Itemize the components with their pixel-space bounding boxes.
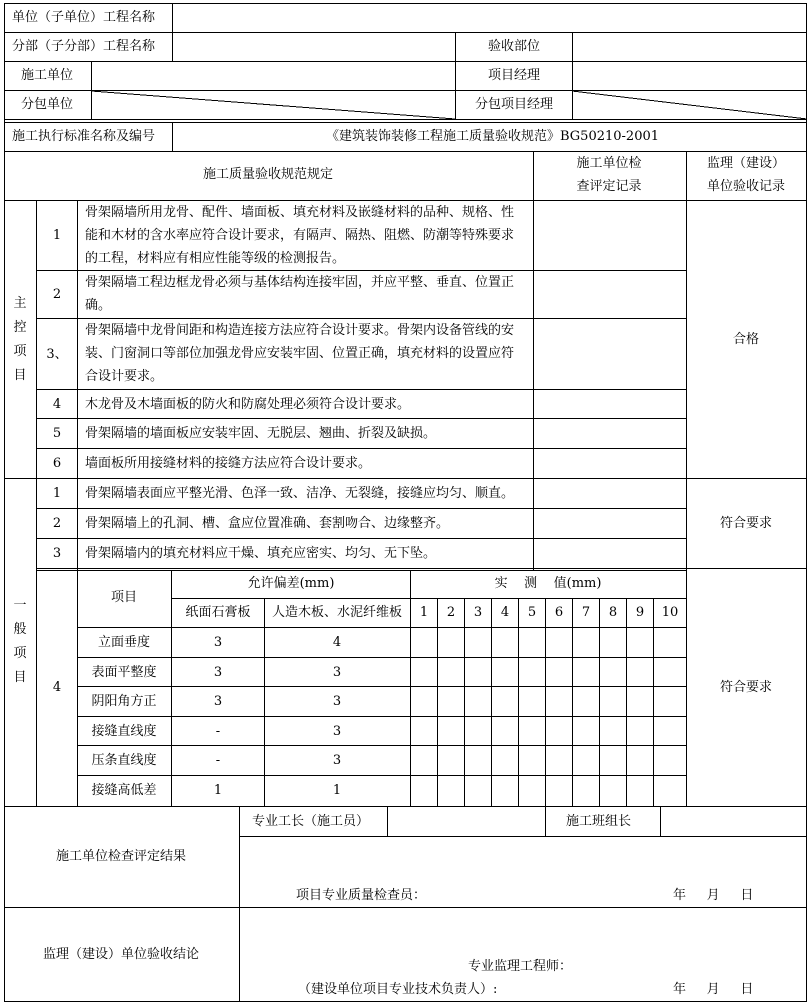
measure-col: 10 — [661, 605, 679, 620]
general-label-2: 般 — [13, 622, 27, 637]
main-item-no: 2 — [52, 287, 62, 302]
main-item-no: 6 — [52, 456, 62, 471]
col-wood-cement-board: 人造木板、水泥纤维板 — [271, 605, 403, 620]
team-leader-label: 施工班组长 — [566, 814, 632, 829]
main-item-text: 骨架隔墙中龙骨间距和构造连接方法应符合设计要求。骨架内设备管线的安 装、门窗洞口等部位加强龙骨应安装牢固、位置正确，填充材料的设置应符 合设计要求。 — [85, 323, 515, 384]
measure-col: 2 — [446, 605, 456, 620]
main-item-text: 墙面板所用接缝材料的接缝方法应符合设计要求。 — [85, 456, 372, 471]
unit-project-label: 单位（子单位）工程名称 — [12, 10, 156, 25]
measure-col: 1 — [419, 605, 429, 620]
main-control-label-1: 主 — [13, 296, 27, 311]
main-control-result: 合格 — [732, 332, 760, 347]
measure-col: 6 — [554, 605, 564, 620]
tolerance-row-name: 阴阳角方正 — [91, 694, 157, 709]
contractor-result-label: 施工单位检查评定结果 — [55, 849, 187, 864]
measure-col: 8 — [608, 605, 618, 620]
tolerance-row-b: 1 — [332, 783, 342, 798]
main-item-text: 骨架隔墙工程边框龙骨必须与基体结构连接牢固，并应平整、垂直、位置正 确。 — [85, 275, 515, 313]
inspector-label: 项目专业质量检查员： — [296, 888, 427, 903]
sub-project-label: 分部（子分部）工程名称 — [12, 39, 156, 54]
general-item-no: 3 — [52, 546, 62, 561]
supervisor-result-label: 监理（建设）单位验收结论 — [42, 947, 200, 962]
owner-rep-label: （建设单位项目专业技术负责人）: — [298, 982, 498, 997]
main-item-no: 3、 — [46, 347, 68, 362]
contractor-record-header-1: 施工单位检 — [576, 156, 642, 171]
engineer-label: 专业监理工程师： — [468, 959, 573, 974]
tolerance-row-a: - — [215, 724, 221, 739]
tolerance-row-b: 3 — [332, 665, 342, 680]
subcontractor-label: 分包单位 — [20, 97, 74, 112]
standard-label: 施工执行标准名称及编号 — [12, 129, 156, 144]
tolerance-item-header: 项目 — [110, 590, 138, 605]
tolerance-row-b: 4 — [332, 635, 342, 650]
tolerance-result: 符合要求 — [719, 680, 773, 695]
main-item-no: 4 — [52, 397, 62, 412]
main-item-text: 木龙骨及木墙面板的防火和防腐处理必须符合设计要求。 — [85, 397, 411, 412]
main-item-text: 骨架隔墙的墙面板应安装牢固、无脱层、翘曲、折裂及缺损。 — [85, 426, 437, 441]
inspection-date: 年 月 日 — [673, 888, 754, 903]
contractor-record-header-2: 查评定记录 — [576, 179, 642, 194]
tolerance-row-a: - — [215, 753, 221, 768]
tolerance-row-b: 3 — [332, 753, 342, 768]
construction-unit-label: 施工单位 — [20, 68, 74, 83]
foreman-label: 专业工长（施工员） — [252, 814, 370, 829]
tolerance-row-name: 立面垂度 — [97, 635, 151, 650]
main-item-text: 骨架隔墙所用龙骨、配件、墙面板、填充材料及嵌缝材料的品种、规格、性 能和木材的含水率应符合设计要求，有隔声、隔热、阻燃、防潮等特殊要求 的工程，材料应有相应性能等级的检测报告。 — [85, 205, 515, 266]
measure-col: 9 — [635, 605, 645, 620]
general-item-text: 骨架隔墙内的填充材料应干燥、填充应密实、均匀、无下坠。 — [85, 546, 437, 561]
main-control-label-2: 控 — [13, 320, 27, 335]
tolerance-row-a: 1 — [213, 783, 223, 798]
measure-col: 3 — [473, 605, 483, 620]
main-control-label-3: 项 — [13, 344, 27, 359]
measure-col: 4 — [500, 605, 510, 620]
measure-col: 5 — [527, 605, 537, 620]
general-item-no: 2 — [52, 516, 62, 531]
tolerance-item-no: 4 — [52, 680, 62, 695]
tolerance-row-a: 3 — [213, 665, 223, 680]
general-result-1-3: 符合要求 — [719, 516, 773, 531]
tolerance-row-name: 表面平整度 — [91, 665, 157, 680]
main-item-no: 1 — [52, 228, 62, 243]
measure-col: 7 — [581, 605, 591, 620]
general-label-4: 目 — [13, 670, 27, 685]
general-item-no: 1 — [52, 486, 62, 501]
project-manager-label: 项目经理 — [487, 68, 541, 83]
tolerance-row-a: 3 — [213, 635, 223, 650]
general-label-1: 一 — [13, 598, 27, 613]
col-gypsum-board: 纸面石膏板 — [185, 605, 251, 620]
tolerance-row-b: 3 — [332, 694, 342, 709]
tolerance-row-a: 3 — [213, 694, 223, 709]
main-control-label-4: 目 — [13, 368, 27, 383]
general-item-text: 骨架隔墙上的孔洞、槽、盒应位置准确、套割吻合、边缘整齐。 — [85, 516, 450, 531]
main-item-no: 5 — [52, 426, 62, 441]
tolerance-row-b: 3 — [332, 724, 342, 739]
inspection-part-label: 验收部位 — [487, 39, 541, 54]
tolerance-row-name: 压条直线度 — [91, 753, 157, 768]
spec-column-header: 施工质量验收规范规定 — [202, 167, 334, 182]
general-label-3: 项 — [13, 646, 27, 661]
supervisor-record-header-1: 监理（建设） — [706, 156, 786, 171]
general-item-text: 骨架隔墙表面应平整光滑、色泽一致、洁净、无裂缝，接缝应均匀、顺直。 — [85, 486, 515, 501]
sub-project-manager-label: 分包项目经理 — [474, 97, 554, 112]
standard-value: 《建筑装饰装修工程施工质量验收规范》BG50210-2001 — [326, 129, 660, 144]
measured-header: 实 测 值(mm) — [494, 576, 602, 591]
tolerance-row-name: 接缝高低差 — [91, 783, 157, 798]
acceptance-date: 年 月 日 — [673, 982, 754, 997]
tolerance-row-name: 接缝直线度 — [91, 724, 157, 739]
supervisor-record-header-2: 单位验收记录 — [706, 179, 786, 194]
allowance-header: 允许偏差(mm) — [247, 576, 335, 591]
